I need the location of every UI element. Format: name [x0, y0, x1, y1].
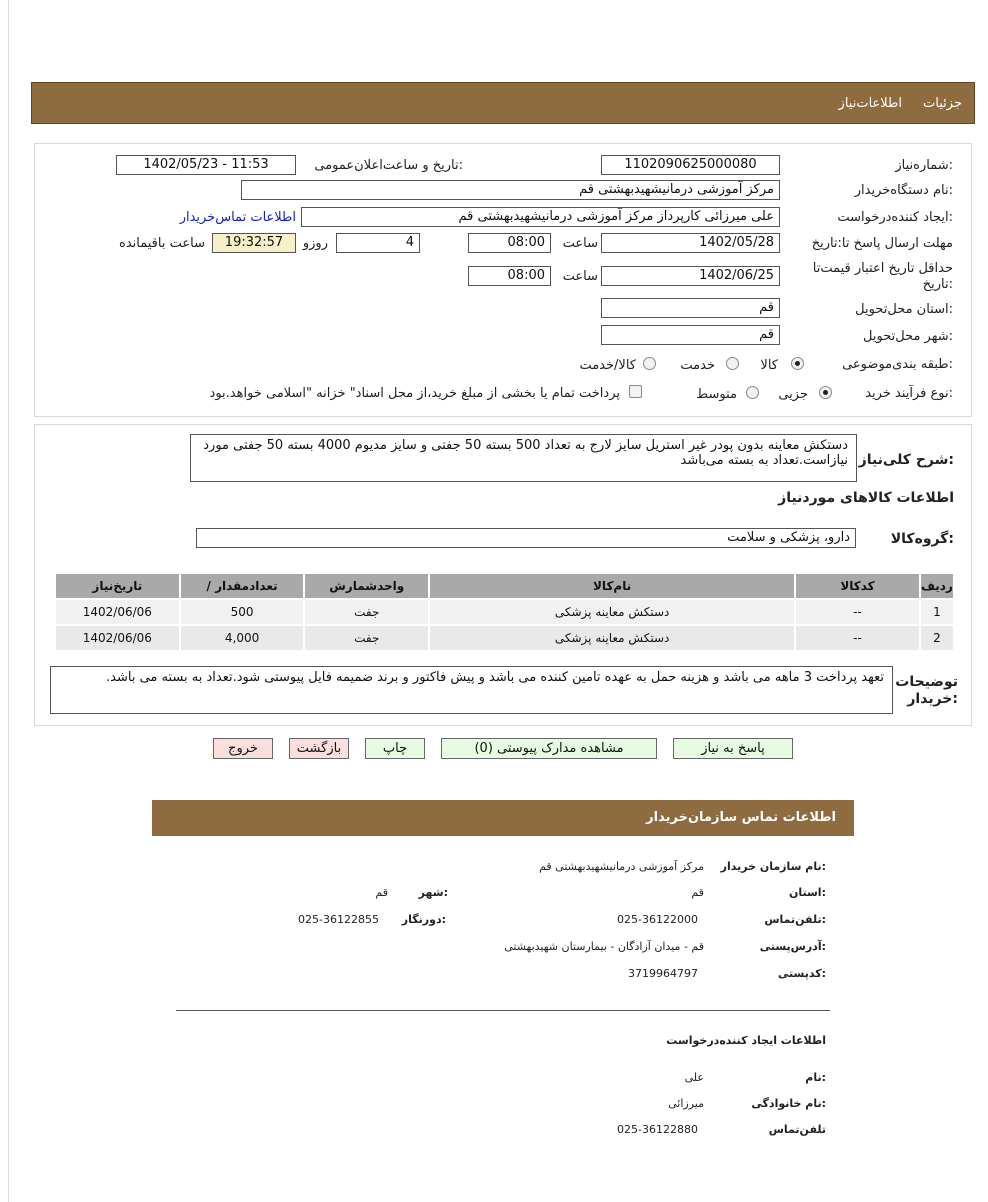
creator-info-title: اطلاعات ایجاد کننده‌درخواست [666, 1034, 826, 1047]
need-description-label: شرح کلی‌نیاز: [858, 452, 954, 468]
cell-unit: جفت [305, 600, 428, 624]
creator-phone-value: 025-36122880 [617, 1123, 698, 1136]
contact-postal-label: کدپستی: [777, 967, 826, 980]
category-goods-radio[interactable] [791, 357, 804, 370]
contact-postal-value: 3719964797 [628, 967, 698, 980]
category-goods-service-radio[interactable] [643, 357, 656, 370]
buyer-org-label: نام دستگاه‌خریدار: [854, 183, 953, 198]
need-number-label: شماره‌نیاز: [895, 158, 953, 173]
cell-unit: جفت [305, 626, 428, 650]
category-goods-service-label: کالا/خدمت [579, 358, 636, 373]
creator-phone-label: تلفن‌تماس [768, 1123, 826, 1136]
contact-address-label: آدرس‌پستی: [759, 940, 826, 953]
buyer-contact-title: اطلاعات تماس سازمان‌خریدار [646, 810, 836, 825]
contact-province-value: قم [691, 886, 704, 899]
buyer-notes-label-line1: توضیحات [895, 674, 958, 690]
creator-family-label: نام خانوادگی: [751, 1097, 826, 1110]
deadline-date-field: 1402/05/28 [601, 233, 780, 253]
process-type-label: نوع فرآیند خرید: [865, 386, 953, 401]
delivery-city-label: شهر محل‌تحویل: [863, 329, 953, 344]
announce-datetime-field: 1402/05/23 - 11:53 [116, 155, 296, 175]
creator-field: علی میرزائی کارپرداز مرکز آموزشی درمانیشهیدبهشتی قم [301, 207, 780, 227]
deadline-label: مهلت ارسال پاسخ تا:تاریخ [811, 236, 953, 251]
need-description-text: دستکش معاینه بدون پودر غیر استریل سایز لارج به تعداد 500 بسته 50 جفتی و سایز مدیوم 4000 بسته 50 جفتی مورد نیازاست.تعداد به بسته می‌باشد [190, 434, 857, 482]
cell-goods-name: دستکش معاینه پزشکی [430, 600, 794, 624]
cell-row-number: 1 [921, 600, 953, 624]
cell-quantity: 4,000 [181, 626, 304, 650]
contact-phone-label: تلفن‌تماس: [764, 913, 826, 926]
col-need-date: تاریخ‌نیاز [56, 574, 179, 598]
contact-city-label: شهر: [418, 886, 448, 899]
goods-group-label: گروه‌کالا: [890, 531, 954, 547]
validity-date-field: 1402/06/25 [601, 266, 780, 286]
cell-goods-code: -- [796, 600, 919, 624]
exit-button[interactable]: خروج [213, 738, 273, 759]
contact-divider [176, 1010, 830, 1011]
contact-org-label: نام سازمان خریدار: [720, 860, 826, 873]
announce-datetime-label: تاریخ و ساعت‌اعلان‌عمومی: [314, 158, 463, 173]
table-row [56, 626, 953, 650]
process-partial-label: جزیی [778, 387, 808, 402]
col-row-number: ردیف [921, 574, 953, 598]
category-service-label: خدمت [680, 358, 715, 373]
goods-group-field: دارو، پزشکی و سلامت [196, 528, 856, 548]
days-label: روزو [302, 236, 328, 251]
contact-phone-value: 025-36122000 [617, 913, 698, 926]
col-quantity: تعدادمقدار / [181, 574, 304, 598]
print-button[interactable]: چاپ [365, 738, 425, 759]
tab-need-info[interactable]: اطلاعات‌نیاز [838, 96, 902, 111]
delivery-province-label: استان محل‌تحویل: [855, 302, 953, 317]
cell-goods-code: -- [796, 626, 919, 650]
category-goods-label: کالا [760, 358, 778, 373]
view-attachments-button[interactable]: مشاهده مدارک پیوستی (0) [441, 738, 657, 759]
buyer-notes-label-line2: خریدار: [907, 691, 958, 707]
tab-details[interactable]: جزئیات [923, 96, 962, 111]
goods-table [54, 572, 955, 652]
validity-time-field: 08:00 [468, 266, 551, 286]
page-left-border [8, 0, 9, 1202]
table-row [56, 600, 953, 624]
cell-need-date: 1402/06/06 [56, 600, 179, 624]
remaining-time-field: 19:32:57 [212, 233, 296, 253]
creator-family-value: میرزائی [668, 1097, 704, 1110]
reply-to-need-button[interactable]: پاسخ به نیاز [673, 738, 793, 759]
buyer-notes-text: تعهد پرداخت 3 ماهه می باشد و هزینه حمل به عهده تامین کننده می باشد و پیش فاکتور و برند ضمیمه فایل پیوستی شود.تعداد به بسته می باشد. [50, 666, 893, 714]
delivery-province-field: قم [601, 298, 780, 318]
deadline-time-label: ساعت [562, 236, 598, 251]
process-medium-label: متوسط [696, 387, 737, 402]
cell-quantity: 500 [181, 600, 304, 624]
creator-label: ایجاد کننده‌درخواست: [837, 210, 953, 225]
contact-province-label: استان: [788, 886, 826, 899]
need-details-header [31, 82, 975, 124]
process-partial-radio[interactable] [819, 386, 832, 399]
goods-table-wrapper [54, 572, 955, 652]
remaining-time-label: ساعت باقیمانده [119, 236, 205, 251]
col-unit: واحدشمارش [305, 574, 428, 598]
deadline-time-field: 08:00 [468, 233, 551, 253]
creator-name-value: علی [684, 1071, 704, 1084]
contact-city-value: قم [375, 886, 388, 899]
delivery-city-field: قم [601, 325, 780, 345]
validity-time-label: ساعت [562, 269, 598, 284]
goods-table-header [56, 574, 953, 598]
validity-label-line2: تاریخ: [922, 277, 953, 292]
cell-goods-name: دستکش معاینه پزشکی [430, 626, 794, 650]
category-label: طبقه بندی‌موضوعی: [842, 357, 953, 372]
cell-need-date: 1402/06/06 [56, 626, 179, 650]
back-button[interactable]: بازگشت [289, 738, 349, 759]
buyer-contact-link[interactable]: اطلاعات تماس‌خریدار [179, 210, 296, 225]
treasury-payment-checkbox[interactable] [629, 385, 642, 398]
col-goods-code: کدکالا [796, 574, 919, 598]
cell-row-number: 2 [921, 626, 953, 650]
days-field: 4 [336, 233, 420, 253]
treasury-payment-note: پرداخت تمام یا بخشی از مبلغ خرید،از محل اسناد" خزانه "اسلامی خواهد.بود [209, 386, 620, 401]
category-service-radio[interactable] [726, 357, 739, 370]
validity-label-line1: حداقل تاریخ اعتبار قیمت‌تا [812, 261, 953, 276]
buyer-contact-header [152, 800, 854, 836]
contact-address-value: قم - میدان آزادگان - بیمارستان شهیدبهشتی [504, 940, 704, 953]
contact-fax-value: 025-36122855 [298, 913, 379, 926]
buyer-org-field: مرکز آموزشی درمانیشهیدبهشتی قم [241, 180, 780, 200]
process-medium-radio[interactable] [746, 386, 759, 399]
goods-info-title: اطلاعات کالاهای موردنیاز [778, 490, 954, 506]
creator-name-label: نام: [805, 1071, 826, 1084]
need-number-field: 1102090625000080 [601, 155, 780, 175]
contact-fax-label: دورنگار: [401, 913, 446, 926]
contact-org-value: مرکز آموزشی درمانیشهیدبهشتی قم [539, 860, 704, 873]
col-goods-name: نام‌کالا [430, 574, 794, 598]
